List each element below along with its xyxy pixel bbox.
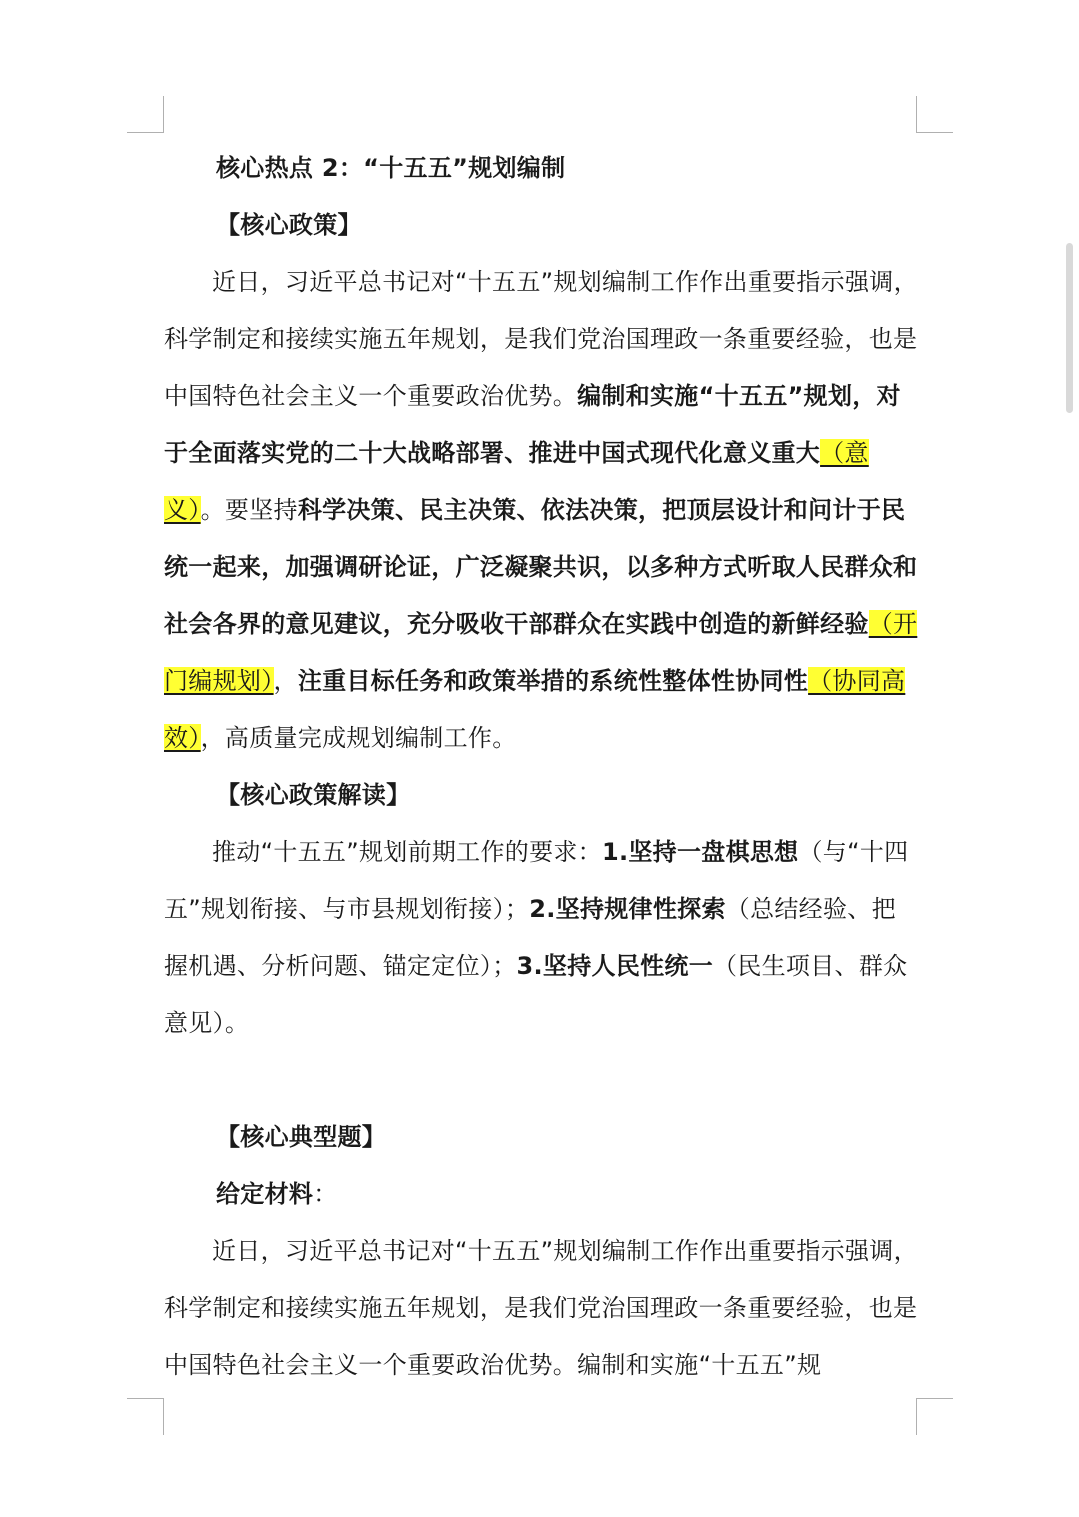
bold-run: 编制和实施“十五五”规划，对于全面落实党的二十大战略部署、推进中国式现代化意义重大 bbox=[164, 382, 901, 467]
policy-header: 【核心政策】 bbox=[216, 211, 362, 239]
margin-mark-top-left bbox=[127, 96, 164, 133]
bold-run: 科学决策、民主决策、依法决策，把顶层设计和问计于民统一起来，加强调研论证，广泛凝聚共识，以多种方式听取人民群众和社会各界的意见建议，充分吸收干部群众在实践中创造的新鲜经验 bbox=[164, 496, 918, 638]
interpret-paragraph bbox=[164, 824, 919, 1052]
bold-run: 3.坚持人民性统一 bbox=[516, 952, 714, 980]
section-title: 核心热点 2：“十五五”规划编制 bbox=[216, 154, 566, 182]
document-body bbox=[164, 140, 919, 1394]
text-run: ，高质量完成规划编制工作。 bbox=[200, 724, 517, 752]
policy-paragraph bbox=[164, 254, 919, 767]
text-run: ， bbox=[273, 667, 298, 695]
interpret-header: 【核心政策解读】 bbox=[216, 781, 411, 809]
margin-mark-bottom-left bbox=[127, 1398, 164, 1435]
highlight-meaning: （意义） bbox=[164, 439, 869, 524]
margin-mark-bottom-right bbox=[916, 1398, 953, 1435]
text-run: （民生项目、群众意见）。 bbox=[164, 952, 908, 1037]
given-colon: ： bbox=[313, 1180, 338, 1208]
scrollbar[interactable] bbox=[1066, 243, 1073, 413]
text-run: （总结经验、把握机遇、分析问题、锚定定位）； bbox=[164, 895, 896, 980]
typical-header: 【核心典型题】 bbox=[216, 1123, 387, 1151]
text-run: 推动“十五五”规划前期工作的要求： bbox=[212, 838, 602, 866]
bold-run: 注重目标任务和政策举措的系统性整体性协同性 bbox=[297, 667, 809, 695]
text-run: 近日，习近平总书记对“十五五”规划编制工作作出重要指示强调，科学制定和接续实施五年规划，是我们党治国理政一条重要经验，也是中国特色社会主义一个重要政治优势。 bbox=[164, 268, 918, 410]
given-label: 给定材料 bbox=[216, 1180, 314, 1208]
paragraph-gap bbox=[164, 1052, 919, 1109]
text-run: 。要坚持 bbox=[200, 496, 298, 524]
highlight-open-planning: （开门编规划） bbox=[164, 610, 918, 695]
text-run: （与“十四五”规划衔接、与市县规划衔接）； bbox=[164, 838, 909, 923]
highlight-coordination: （协同高效） bbox=[164, 667, 906, 752]
bold-run: 1.坚持一盘棋思想 bbox=[601, 838, 799, 866]
margin-mark-top-right bbox=[916, 96, 953, 133]
material-paragraph: 近日，习近平总书记对“十五五”规划编制工作作出重要指示强调，科学制定和接续实施五年规划，是我们党治国理政一条重要经验，也是中国特色社会主义一个重要政治优势。编制和实施“十五五”规 bbox=[164, 1237, 918, 1379]
bold-run: 2.坚持规律性探索 bbox=[529, 895, 726, 923]
given-material-label bbox=[164, 1166, 919, 1223]
